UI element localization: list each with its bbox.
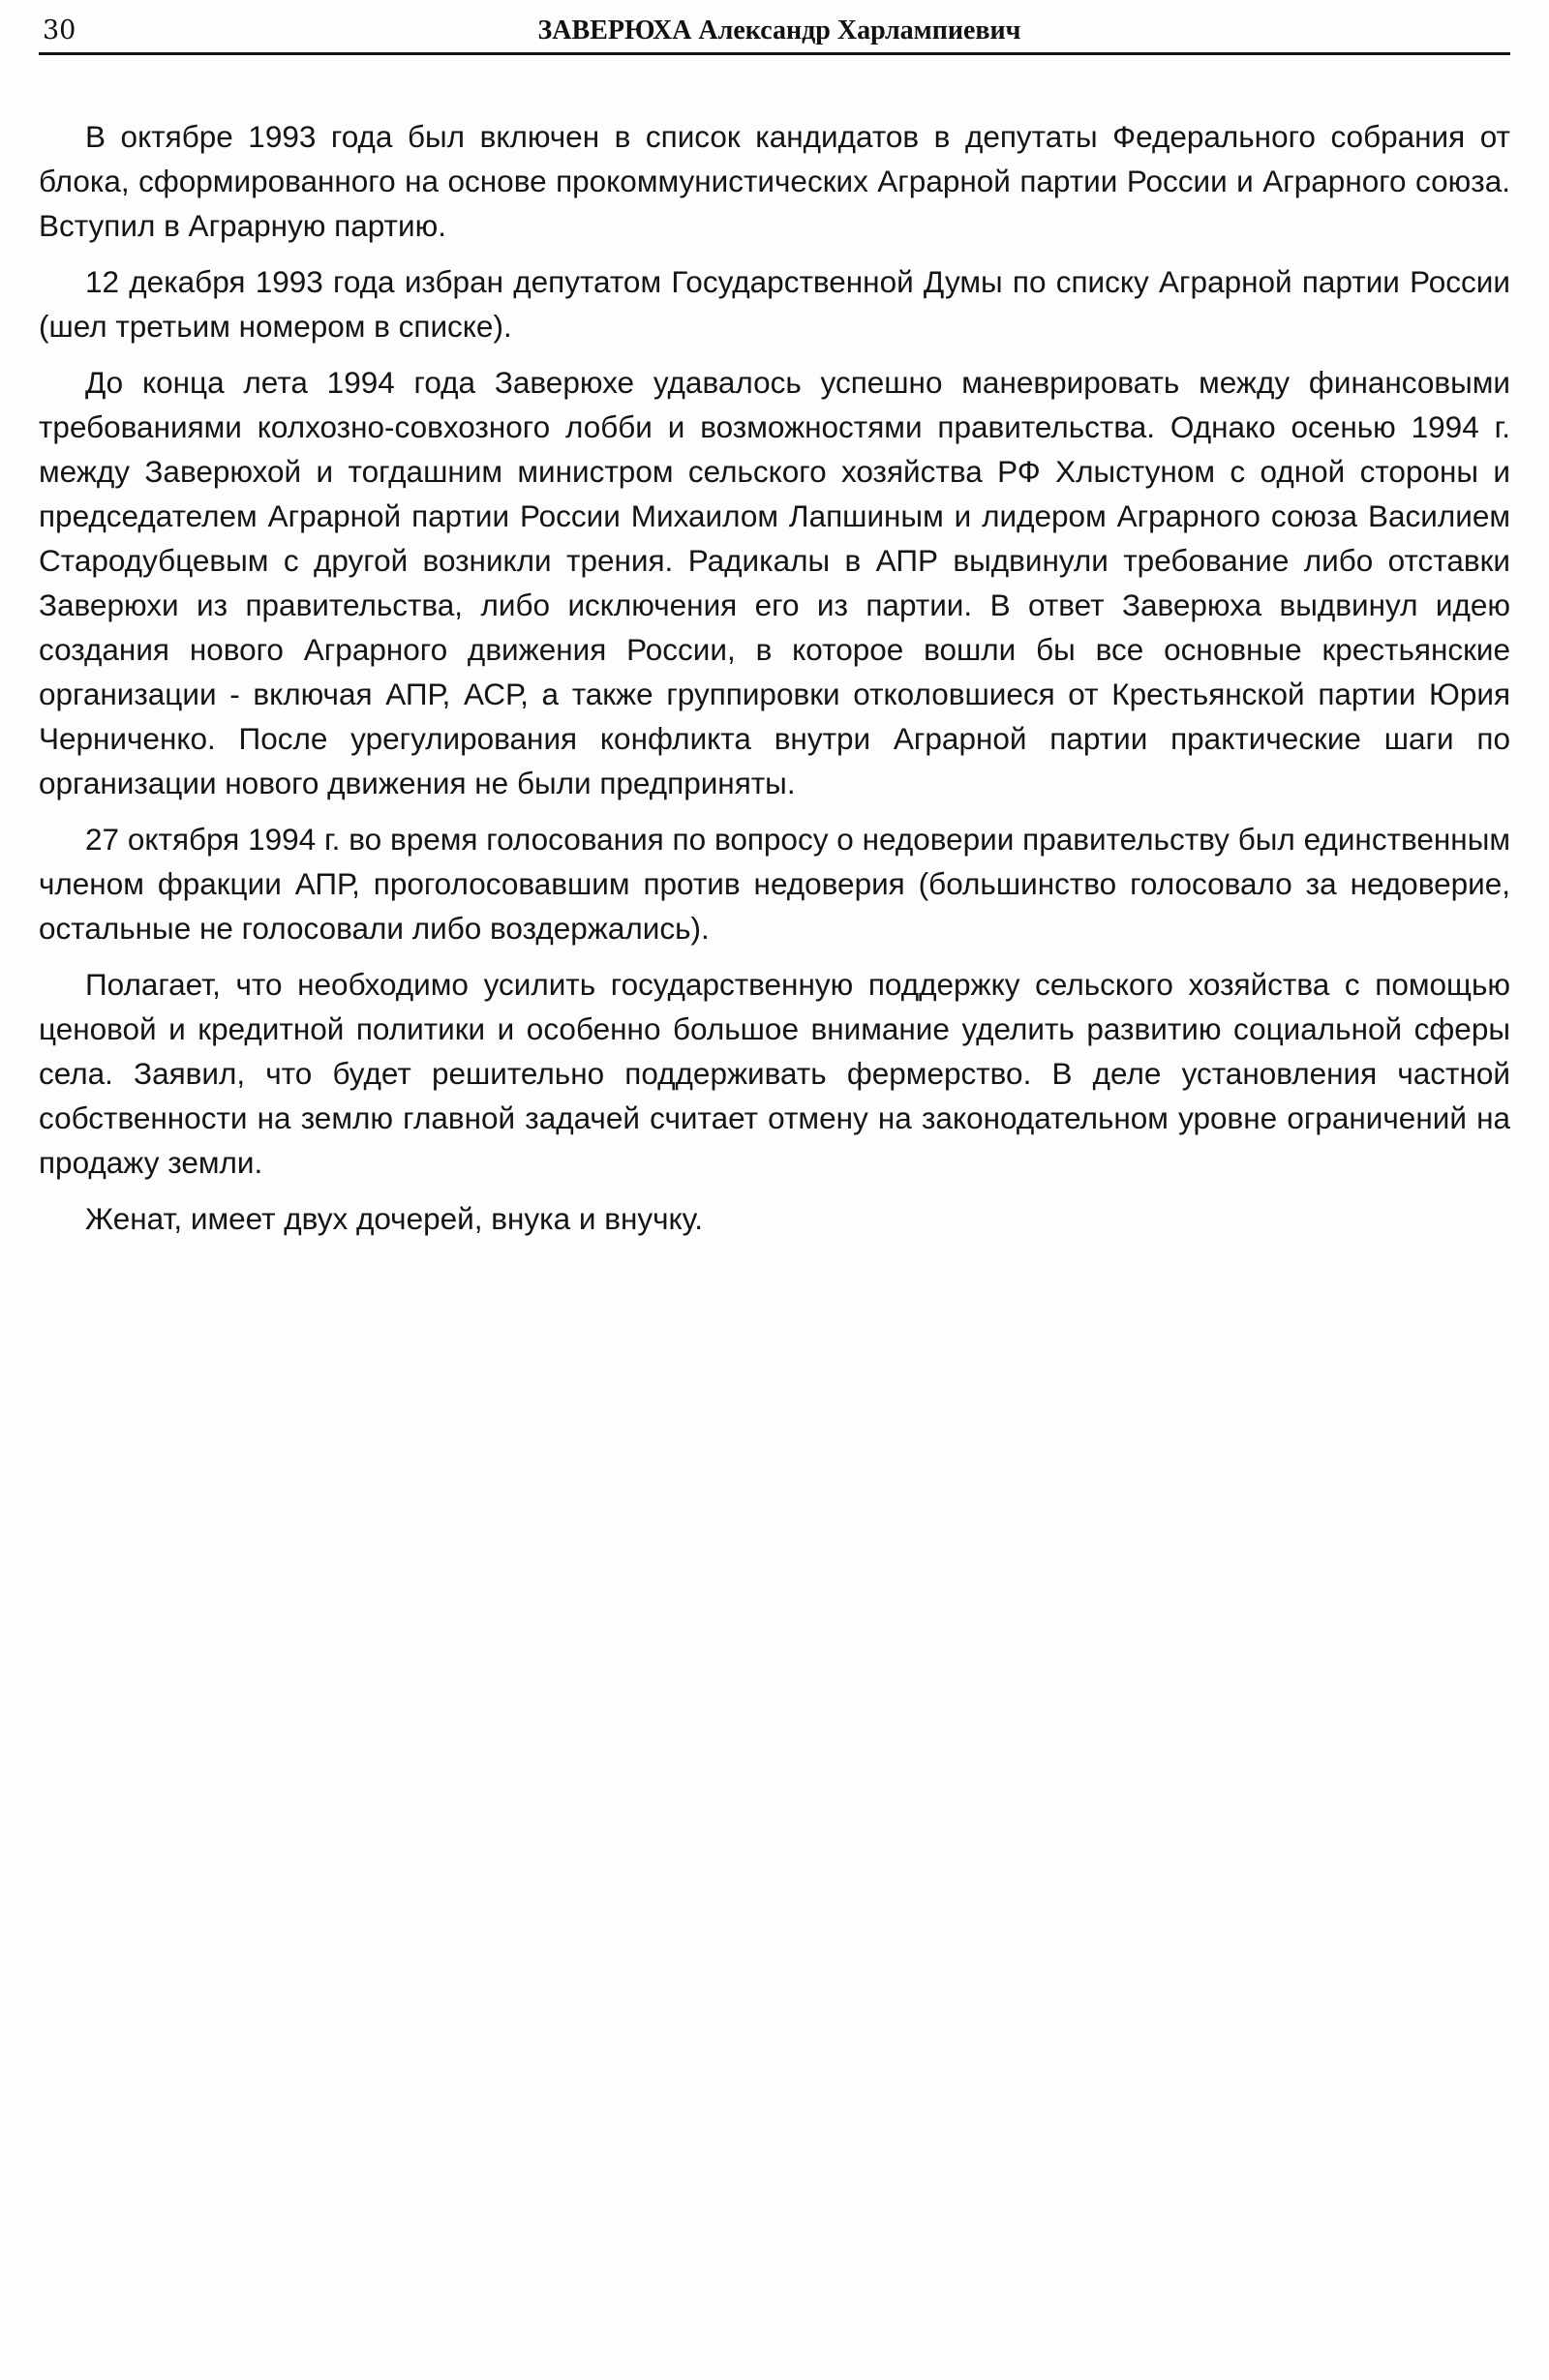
body-text bbox=[39, 114, 1510, 1252]
header-divider bbox=[39, 52, 1510, 55]
paragraph: Полагает, что необходимо усилить государственную поддержку сельского хозяйства с помощью ценовой и кредитной политики и особенно большое внимание уделить развитию социальной сферы села. Заявил, что будет решительно поддерживать фермерство. В деле установления частной собственности на землю главной задачей считает отмену на законодательном уровне ограничений на продажу земли. bbox=[39, 967, 1510, 1180]
paragraph: Женат, имеет двух дочерей, внука и внучку. bbox=[85, 1201, 703, 1236]
header-title: ЗАВЕРЮХА Александр Харлампиевич bbox=[537, 15, 1021, 45]
page-number: 30 bbox=[43, 15, 76, 45]
paragraph: В октябре 1993 года был включен в список кандидатов в депутаты Федерального собрания от блока, сформированного на основе прокоммунистических Аграрной партии России и Аграрного союза. Вступил в Аграрную партию. bbox=[39, 119, 1510, 243]
paragraph: До конца лета 1994 года Заверюхе удавалось успешно маневрировать между финансовыми требованиями колхозно-совхозного лобби и возможностями правительства. Однако осенью 1994 г. между Заверюхой и тогдашним министром сельского хозяйства РФ Хлыстуном с одной стороны и председателем Аграрной партии России Михаилом Лапшиным и лидером Аграрного союза Василием Стародубцевым с другой возникли трения. Радикалы в АПР выдвинули требование либо отставки Заверюхи из правительства, либо исключения его из партии. В ответ Заверюха выдвинул идею создания нового Аграрного движения России, в которое вошли бы все основные крестьянские организации - включая АПР, АСР, а также группировки отколовшиеся от Крестьянской партии Юрия Черниченко. После урегулирования конфликта внутри Аграрной партии практические шаги по организации нового движения не были предприняты. bbox=[39, 365, 1510, 800]
running-header bbox=[39, 14, 1510, 48]
paragraph: 27 октября 1994 г. во время голосования по вопросу о недоверии правительству был единственным членом фракции АПР, проголосовавшим против недоверия (большинство голосовало за недоверие, остальные не голосовали либо воздержались). bbox=[39, 822, 1510, 946]
paragraph: 12 декабря 1993 года избран депутатом Государственной Думы по списку Аграрной партии России (шел третьим номером в списке). bbox=[39, 264, 1510, 344]
